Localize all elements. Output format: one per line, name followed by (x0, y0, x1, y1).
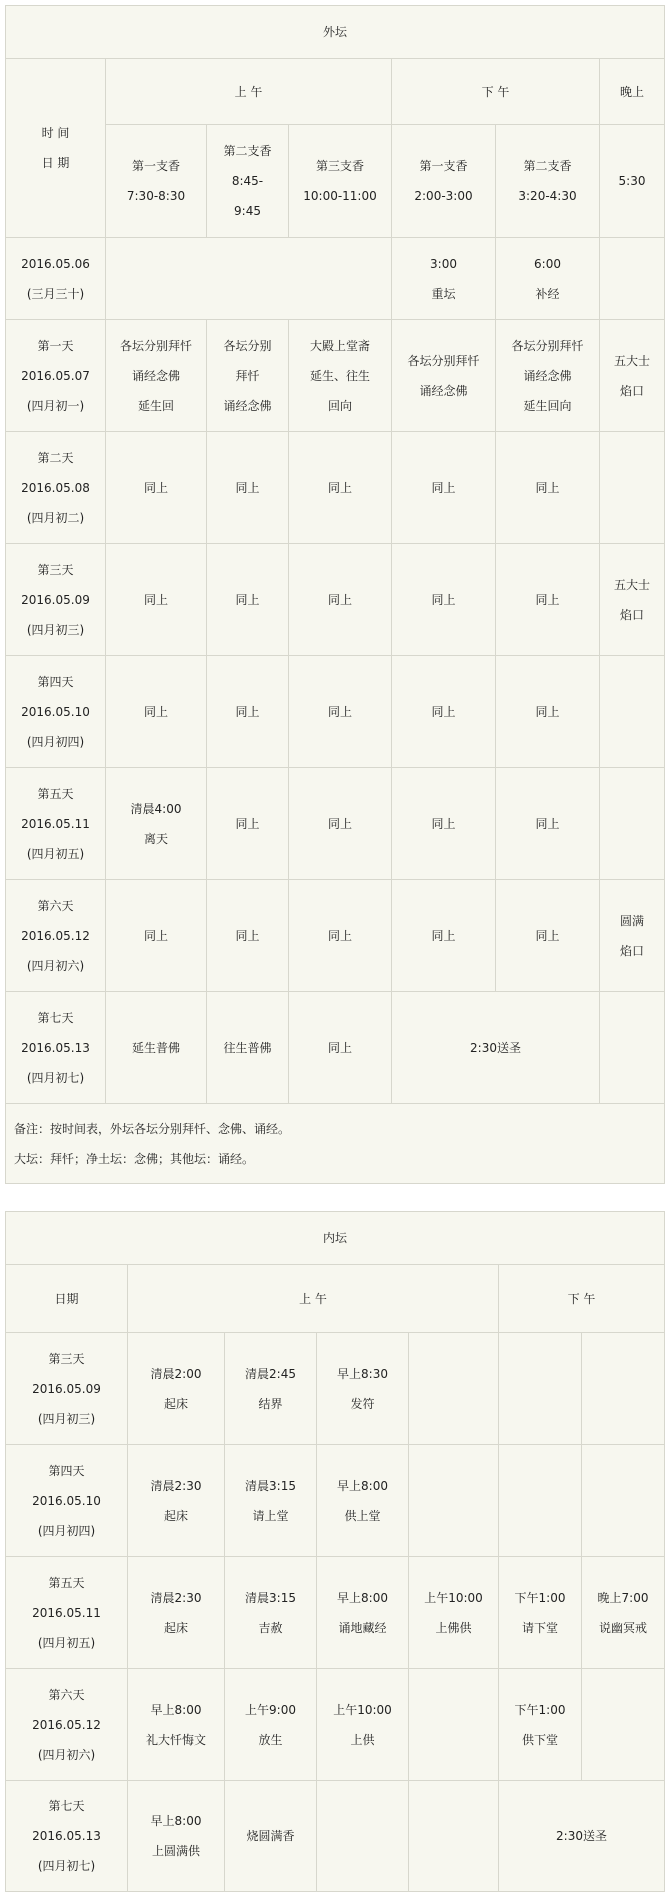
schedule-cell (128, 1557, 225, 1669)
date-cell (6, 320, 106, 432)
table-row (6, 432, 665, 544)
schedule-cell (499, 1445, 582, 1557)
schedule-cell (106, 432, 207, 544)
schedule-cell (225, 1557, 317, 1669)
cell-line: 备注：按时间表，外坛各坛分别拜忏、念佛、诵经。 (14, 1121, 291, 1136)
cell-line: 上午10:00 (333, 1702, 392, 1717)
cell-line: 8:45- (231, 174, 264, 188)
cell-line: 第五天 (48, 1575, 85, 1590)
cell-line: 清晨2:30 (150, 1590, 202, 1605)
cell-line: 诵经念佛 (523, 368, 572, 383)
slot-header (392, 125, 496, 238)
table-row (6, 1781, 665, 1892)
schedule-cell (600, 768, 665, 880)
schedule-cell (496, 768, 600, 880)
cell-line: 诵经念佛 (131, 368, 180, 383)
cell-line: 同上 (327, 704, 352, 719)
cell-line: 诵经念佛 (419, 383, 468, 398)
inner-altar-table (5, 1211, 665, 1892)
cell-line: 焰口 (620, 943, 645, 958)
cell-line: 同上 (327, 1040, 352, 1055)
table-row (6, 544, 665, 656)
cell-line: 诵地藏经 (338, 1620, 387, 1635)
cell-line: 2016.05.08 (21, 480, 90, 495)
cell-line: (三月三十) (26, 286, 85, 301)
cell-line: 大坛：拜忏；净土坛：念佛；其他坛：诵经。 (14, 1151, 255, 1166)
cell-line: 早上8:30 (337, 1366, 388, 1381)
schedule-cell (128, 1445, 225, 1557)
schedule-cell (496, 432, 600, 544)
cell-line: 同上 (535, 480, 560, 495)
schedule-cell (106, 238, 392, 320)
date-cell (6, 880, 106, 992)
cell-line: 2016.05.12 (32, 1717, 101, 1732)
cell-line: 同上 (431, 592, 456, 607)
table-row (6, 992, 665, 1104)
cell-line: 各坛分别拜忏 (119, 338, 192, 353)
schedule-cell (289, 656, 392, 768)
cell-line: 晚上7:00 (597, 1590, 649, 1605)
schedule-cell (106, 656, 207, 768)
notes (6, 1104, 665, 1184)
cell-line: 同上 (327, 480, 352, 495)
cell-line: 早上8:00 (150, 1814, 202, 1828)
cell-line: 延生回向 (523, 398, 572, 413)
schedule-cell (496, 320, 600, 432)
cell-line: 上午9:00 (245, 1702, 296, 1717)
cell-line: 第一天 (37, 338, 74, 353)
schedule-cell (499, 1669, 582, 1781)
cell-line: (四月初四) (37, 1523, 96, 1538)
schedule-cell (409, 1669, 499, 1781)
schedule-cell (499, 1557, 582, 1669)
outer-altar-table (5, 5, 665, 1184)
cell-line: 第三天 (48, 1351, 85, 1366)
cell-line: 第一支香 (131, 159, 180, 173)
cell-line: 延生、往生 (309, 368, 370, 383)
cell-line: (四月初六) (37, 1747, 96, 1762)
cell-line: (四月初三) (37, 1411, 96, 1426)
cell-line: 时 间 (41, 126, 70, 140)
cell-line: 9:45 (234, 204, 261, 218)
cell-line: 第六天 (48, 1687, 85, 1702)
date-cell (6, 992, 106, 1104)
schedule-cell (106, 880, 207, 992)
evening-header: 晚上 (600, 59, 665, 125)
cell-line: 同上 (235, 928, 260, 943)
send-off-cell (499, 1781, 665, 1892)
cell-line: 同上 (535, 816, 560, 831)
cell-line: 同上 (431, 480, 456, 495)
afternoon-header: 下 午 (392, 59, 600, 125)
schedule-cell (289, 992, 392, 1104)
schedule-cell (392, 320, 496, 432)
cell-line: 拜忏 (235, 368, 260, 383)
cell-line: 5:30 (618, 174, 646, 188)
cell-line: (四月初七) (26, 1070, 85, 1085)
cell-line: 2:00-3:00 (414, 189, 473, 203)
cell-line: 7:30-8:30 (126, 189, 186, 203)
cell-line: 第一支香 (419, 159, 468, 173)
cell-line: 重坛 (431, 286, 456, 301)
cell-line: 2016.05.11 (21, 816, 90, 831)
cell-line: (四月初一) (26, 398, 85, 413)
cell-line: 同上 (235, 704, 260, 719)
cell-line: 同上 (431, 928, 456, 943)
schedule-cell (600, 992, 665, 1104)
schedule-cell (600, 320, 665, 432)
slot-header (600, 125, 665, 238)
cell-line: 同上 (431, 816, 456, 831)
cell-line: 日 期 (41, 156, 70, 170)
cell-line: 第七天 (48, 1799, 85, 1813)
cell-line: (四月初四) (26, 734, 85, 749)
cell-line: 各坛分别拜忏 (511, 338, 584, 353)
cell-line: 延生普佛 (131, 1040, 180, 1055)
schedule-cell (225, 1445, 317, 1557)
cell-line: 结界 (258, 1396, 283, 1411)
cell-line: 离天 (143, 831, 168, 846)
schedule-cell (582, 1333, 665, 1445)
schedule-cell (392, 238, 496, 320)
afternoon-header: 下 午 (499, 1265, 665, 1333)
schedule-cell (317, 1445, 409, 1557)
cell-line: 同上 (143, 592, 168, 607)
schedule-cell (207, 432, 289, 544)
schedule-cell (207, 768, 289, 880)
schedule-cell (317, 1557, 409, 1669)
date-cell (6, 1333, 128, 1445)
cell-line: 第二支香 (523, 159, 572, 173)
schedule-cell (207, 992, 289, 1104)
cell-line: 圆满 (620, 913, 645, 928)
schedule-cell (582, 1445, 665, 1557)
time-date-header (6, 59, 106, 238)
date-cell (6, 432, 106, 544)
cell-line: 2016.05.13 (21, 1040, 90, 1055)
schedule-cell (225, 1781, 317, 1892)
schedule-cell (106, 320, 207, 432)
schedule-cell (128, 1333, 225, 1445)
cell-line: 同上 (535, 928, 560, 943)
cell-line: 同上 (235, 816, 260, 831)
schedule-cell (409, 1557, 499, 1669)
morning-header: 上 午 (128, 1265, 499, 1333)
cell-line: 2016.05.09 (32, 1381, 101, 1396)
cell-line: 焰口 (620, 607, 645, 622)
cell-line: 第五天 (37, 786, 74, 801)
inner-title: 内坛 (6, 1212, 665, 1265)
cell-line: 2016.05.13 (32, 1829, 101, 1843)
schedule-cell (392, 432, 496, 544)
table-row (6, 768, 665, 880)
cell-line: (四月初五) (37, 1635, 96, 1650)
cell-line: 同上 (327, 816, 352, 831)
cell-line: 早上8:00 (150, 1702, 202, 1717)
cell-line: 同上 (327, 928, 352, 943)
cell-line: 往生普佛 (223, 1040, 272, 1055)
date-cell (6, 238, 106, 320)
schedule-cell (496, 238, 600, 320)
cell-line: 第四天 (48, 1463, 85, 1478)
cell-line: 同上 (143, 704, 168, 719)
send-off-cell (392, 992, 600, 1104)
cell-line: 清晨4:00 (130, 801, 182, 816)
outer-title: 外坛 (6, 6, 665, 59)
cell-line: 下午1:00 (514, 1590, 566, 1605)
cell-line: 五大士 (614, 577, 651, 592)
table-row (6, 656, 665, 768)
cell-line: 第三天 (37, 562, 74, 577)
cell-line: 2:30送圣 (556, 1829, 607, 1843)
cell-line: 3:00 (430, 256, 457, 271)
cell-line: 同上 (143, 480, 168, 495)
schedule-cell (317, 1669, 409, 1781)
cell-line: 焰口 (620, 383, 645, 398)
schedule-cell (600, 238, 665, 320)
cell-line: 2:30送圣 (470, 1040, 521, 1055)
date-cell (6, 1781, 128, 1892)
cell-line: 请上堂 (252, 1508, 289, 1523)
slot-header (496, 125, 600, 238)
cell-line: 第六天 (37, 898, 74, 913)
cell-line: (四月初六) (26, 958, 85, 973)
schedule-cell (496, 656, 600, 768)
schedule-cell (106, 992, 207, 1104)
schedule-cell (207, 880, 289, 992)
schedule-cell (128, 1669, 225, 1781)
schedule-cell (106, 544, 207, 656)
schedule-cell (582, 1669, 665, 1781)
table-row (6, 320, 665, 432)
cell-line: 第三支香 (315, 159, 364, 173)
cell-line: 起床 (163, 1620, 188, 1635)
schedule-cell (289, 880, 392, 992)
cell-line: 放生 (258, 1732, 283, 1747)
cell-line: 起床 (163, 1396, 188, 1411)
schedule-cell (207, 656, 289, 768)
schedule-cell (496, 880, 600, 992)
cell-line: 上圆满供 (151, 1844, 200, 1858)
schedule-cell (289, 320, 392, 432)
cell-line: 礼大忏悔文 (145, 1732, 206, 1747)
schedule-cell (317, 1333, 409, 1445)
table-row (6, 238, 665, 320)
cell-line: 3:20-4:30 (518, 189, 577, 203)
cell-line: 同上 (431, 704, 456, 719)
schedule-cell (409, 1333, 499, 1445)
cell-line: (四月初三) (26, 622, 85, 637)
cell-line: 延生回 (137, 398, 174, 413)
cell-line: 下午1:00 (514, 1702, 566, 1717)
cell-line: 上供 (350, 1732, 375, 1747)
cell-line: 2016.05.10 (32, 1493, 101, 1508)
schedule-cell (582, 1557, 665, 1669)
cell-line: (四月初二) (26, 510, 85, 525)
cell-line: 2016.05.11 (32, 1605, 101, 1620)
cell-line: 2016.05.06 (21, 256, 90, 271)
cell-line: 2016.05.07 (21, 368, 90, 383)
cell-line: 诵经念佛 (223, 398, 272, 413)
cell-line: 烧圆满香 (246, 1829, 295, 1843)
schedule-cell (317, 1781, 409, 1892)
cell-line: 各坛分别 (223, 338, 272, 353)
date-cell (6, 544, 106, 656)
schedule-cell (225, 1333, 317, 1445)
cell-line: 清晨2:30 (150, 1478, 202, 1493)
table-row (6, 1333, 665, 1445)
cell-line: 第二天 (37, 450, 74, 465)
cell-line: 早上8:00 (337, 1590, 388, 1605)
date-cell (6, 1557, 128, 1669)
date-cell (6, 656, 106, 768)
date-cell (6, 768, 106, 880)
schedule-cell (392, 768, 496, 880)
cell-line: 供上堂 (344, 1508, 381, 1523)
cell-line: 2016.05.12 (21, 928, 90, 943)
cell-line: 第四天 (37, 674, 74, 689)
cell-line: 上佛供 (435, 1620, 472, 1635)
schedule-cell (600, 656, 665, 768)
cell-line: 清晨2:00 (150, 1366, 202, 1381)
schedule-cell (207, 544, 289, 656)
cell-line: 各坛分别拜忏 (407, 353, 480, 368)
cell-line: 清晨3:15 (245, 1590, 296, 1605)
schedule-cell (392, 880, 496, 992)
cell-line: 10:00-11:00 (303, 189, 377, 203)
schedule-cell (600, 880, 665, 992)
schedule-cell (207, 320, 289, 432)
cell-line: 清晨2:45 (245, 1366, 296, 1381)
cell-line: 同上 (327, 592, 352, 607)
cell-line: 起床 (163, 1508, 188, 1523)
cell-line: 供下堂 (521, 1732, 558, 1747)
cell-line: 请下堂 (521, 1620, 558, 1635)
cell-line: 同上 (535, 704, 560, 719)
cell-line: 同上 (535, 592, 560, 607)
cell-line: 清晨3:15 (245, 1478, 296, 1493)
date-cell (6, 1669, 128, 1781)
cell-line: 上午10:00 (424, 1590, 483, 1605)
schedule-cell (409, 1781, 499, 1892)
morning-header: 上 午 (106, 59, 392, 125)
cell-line: 6:00 (534, 256, 561, 271)
cell-line: 发符 (350, 1396, 375, 1411)
slot-header (106, 125, 207, 238)
cell-line: 补经 (535, 286, 560, 301)
schedule-cell (289, 768, 392, 880)
schedule-cell (392, 544, 496, 656)
slot-header (207, 125, 289, 238)
schedule-cell (106, 768, 207, 880)
date-cell (6, 1445, 128, 1557)
slot-header (289, 125, 392, 238)
table-row (6, 880, 665, 992)
schedule-cell (225, 1669, 317, 1781)
schedule-cell (600, 432, 665, 544)
cell-line: 回向 (327, 398, 352, 413)
cell-line: 同上 (235, 592, 260, 607)
cell-line: 五大士 (614, 353, 651, 368)
cell-line: (四月初七) (37, 1859, 96, 1873)
cell-line: 第二支香 (223, 144, 272, 158)
schedule-cell (289, 432, 392, 544)
cell-line: 同上 (235, 480, 260, 495)
cell-line: 2016.05.09 (21, 592, 90, 607)
cell-line: 说幽冥戒 (599, 1620, 648, 1635)
schedule-cell (499, 1333, 582, 1445)
cell-line: 早上8:00 (337, 1478, 388, 1493)
table-row (6, 1669, 665, 1781)
table-row (6, 1557, 665, 1669)
date-header: 日期 (6, 1265, 128, 1333)
cell-line: 大殿上堂斋 (309, 338, 370, 353)
cell-line: 吉赦 (258, 1620, 283, 1635)
schedule-cell (409, 1445, 499, 1557)
schedule-cell (289, 544, 392, 656)
schedule-cell (392, 656, 496, 768)
cell-line: (四月初五) (26, 846, 85, 861)
schedule-cell (128, 1781, 225, 1892)
cell-line: 第七天 (37, 1010, 74, 1025)
table-row (6, 1445, 665, 1557)
schedule-cell (600, 544, 665, 656)
cell-line: 同上 (143, 928, 168, 943)
schedule-cell (496, 544, 600, 656)
cell-line: 2016.05.10 (21, 704, 90, 719)
